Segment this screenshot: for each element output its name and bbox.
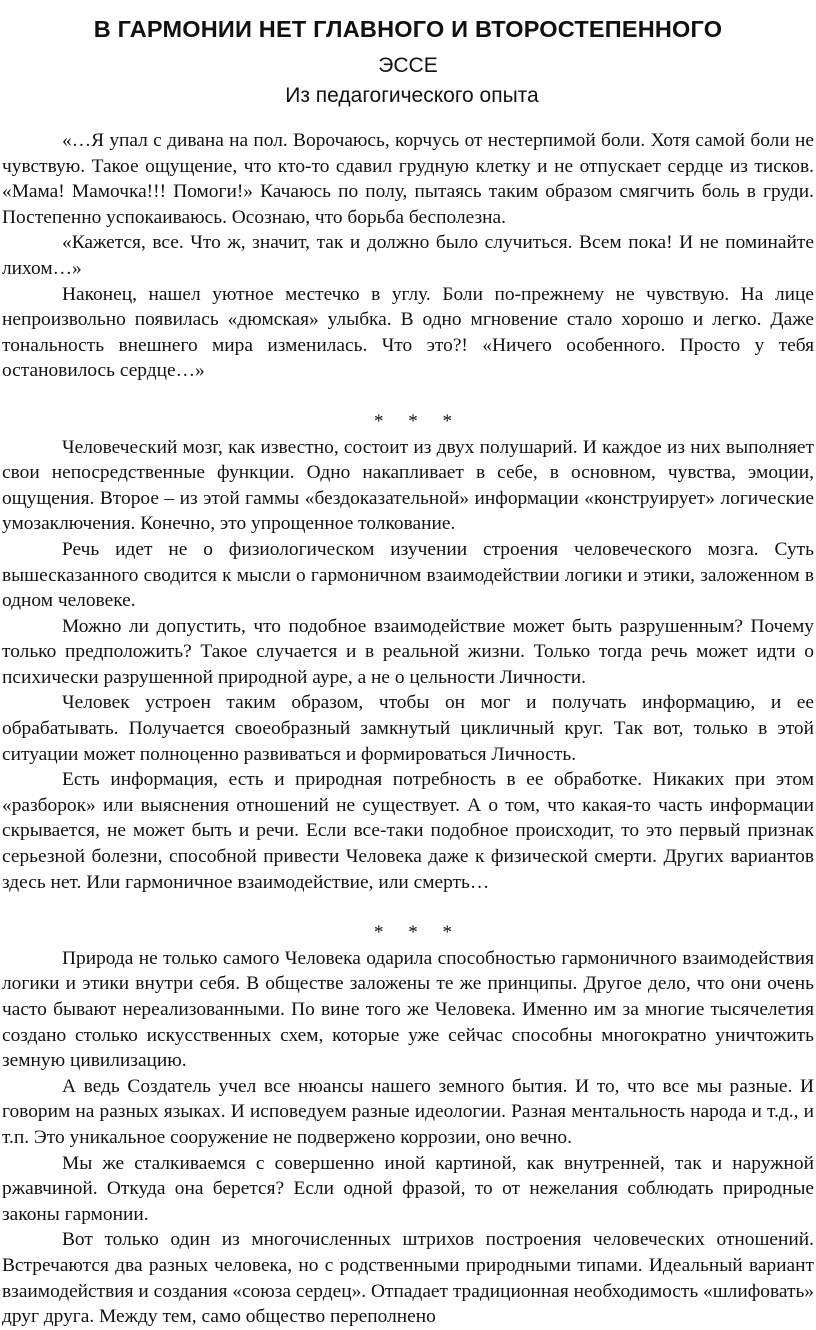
paragraph: Есть информация, есть и природная потребность в ее обработке. Никаких при этом «разборок» или выяснения отношений не существует. А о том, что какая-то часть информации скрывается, не может быть и речи. Если все-таки подобное происходит, то это первый признак серьезной болезни, способной привести Человека даже к физической смерти. Других вариантов здесь нет. Или гармоничное взаимодействие, или смерть… — [2, 769, 814, 893]
paragraph: «Кажется, все. Что ж, значит, так и должно было случиться. Всем пока! И не поминайте лихом…» — [2, 232, 814, 279]
document-body — [2, 128, 814, 1330]
paragraph: Природа не только самого Человека одарила способностью гармоничного взаимодействия логики и этики внутри себя. В обществе заложены те же принципы. Другое дело, что они очень часто бывают нереализованными. По вине того же Человека. Именно им за многие тысячелетия создано столько искусственных схем, которые уже сейчас способны многократно уничтожить земную цивилизацию. — [2, 947, 814, 1072]
paragraph: «…Я упал с дивана на пол. Ворочаюсь, корчусь от нестерпимой боли. Хотя самой боли не чувствую. Такое ощущение, что кто-то сдавил грудную клетку и не отпускает сердце из тисков. «Мама! Мамочка!!! Помоги!» Качаюсь по полу, пытаясь таким образом смягчить боль в груди. Постепенно успокаиваюсь. Осознаю, что борьба бесполезна. — [2, 130, 814, 228]
paragraph: Человек устроен таким образом, чтобы он мог и получать информацию, и ее обрабатывать. Получается своеобразный замкнутый цикличный круг. Так вот, только в этой ситуации может полноценно развиваться и формироваться Личность. — [2, 692, 814, 765]
section-separator: * * * — [374, 410, 462, 432]
section-separator: * * * — [374, 922, 462, 944]
paragraph: Наконец, нашел уютное местечко в углу. Боли по-прежнему не чувствую. На лице непроизвольно появилась «дюмская» улыбка. В одно мгновение стало хорошо и легко. Даже тональность внешнего мира изменилась. Что это?! «Ничего особенного. Просто у тебя остановилось сердце…» — [2, 283, 814, 382]
document-title: В ГАРМОНИИ НЕТ ГЛАВНОГО И ВТОРОСТЕПЕННОГО — [93, 16, 723, 42]
paragraph: Речь идет не о физиологическом изучении строения человеческого мозга. Суть вышесказанного сводится к мысли о гармоничном взаимодействии логики и этики, заложенном в одном человеке. — [2, 538, 814, 612]
paragraph: Вот только один из многочисленных штрихов построения человеческих отношений. Встречаются два разных человека, но с родственными природными типами. Идеальный вариант взаимодействия и создания «союза сердец». Отпадает традиционная необходимость «шлифовать» друг друга. Между тем, само общество переполнено — [2, 1229, 815, 1328]
paragraph: Мы же сталкиваемся с совершенно иной картиной, как внутренней, так и наружной ржавчиной. Откуда она берется? Если одной фразой, то от нежелания соблюдать природные законы гармонии. — [2, 1152, 814, 1225]
paragraph: Можно ли допустить, что подобное взаимодействие может быть разрушенным? Почему только предположить? Такое случается и в реальной жизни. Только тогда речь может идти о психически разрушенной природной ауре, а не о цельности Личности. — [2, 615, 814, 688]
document-genre: ЭССЕ — [378, 54, 438, 77]
document-subtitle: Из педагогического опыта — [285, 84, 539, 107]
paragraph: А ведь Создатель учел все нюансы нашего земного бытия. И то, что все мы разные. И говорим на разных языках. И исповедуем разные идеологии. Разная ментальность народа и т.д., и т.п. Это уникальное сооружение не подвержено коррозии, оно вечно. — [2, 1075, 814, 1148]
paragraph: Человеческий мозг, как известно, состоит из двух полушарий. И каждое из них выполняет свои непосредственные функции. Одно накапливает в себе, в основном, чувства, эмоции, ощущения. Второе – из этой гаммы «бездоказательной» информации «конструирует» логические умозаключения. Конечно, это упрощенное толкование. — [2, 436, 814, 535]
